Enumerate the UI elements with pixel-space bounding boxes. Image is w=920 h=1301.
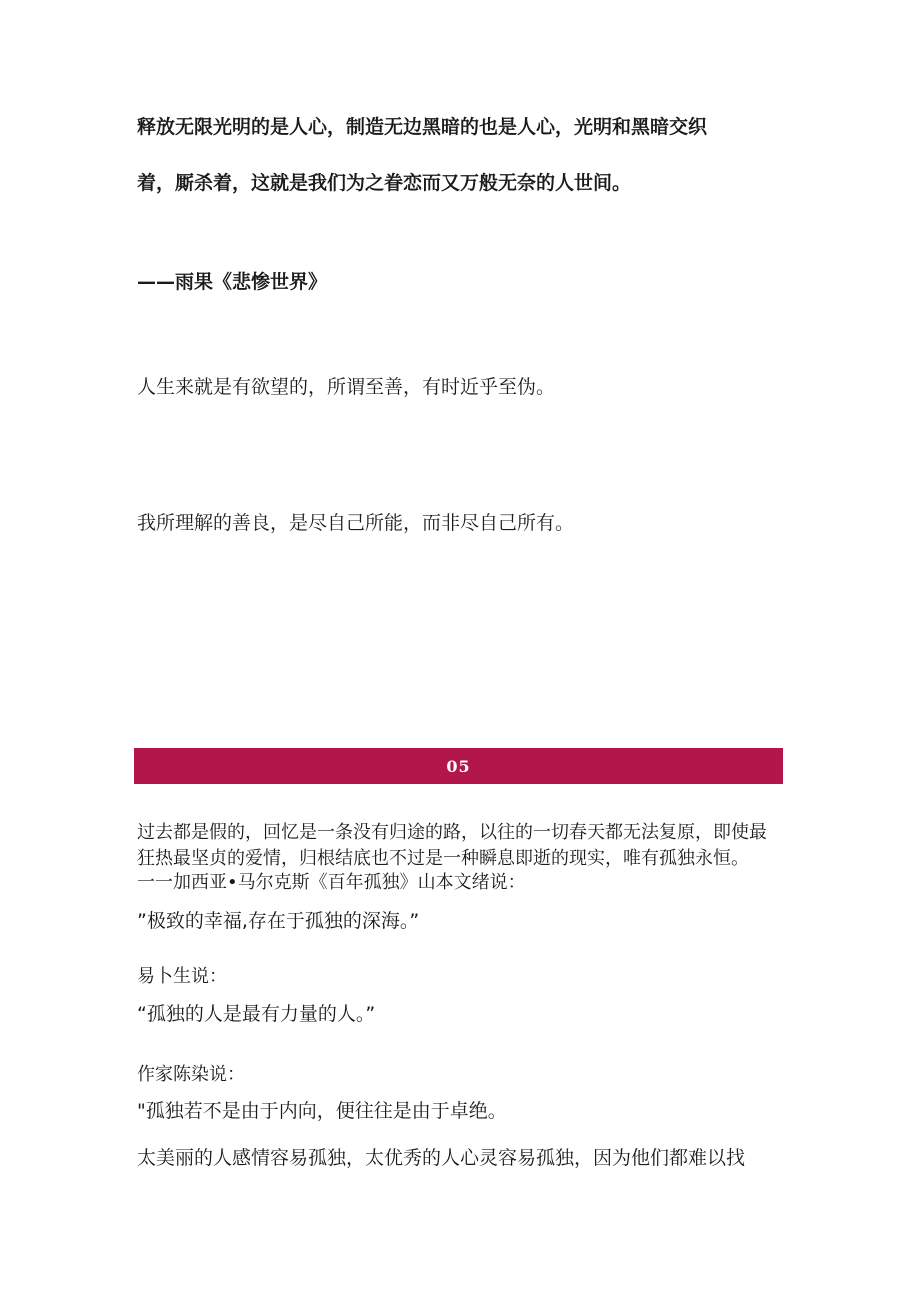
hugo-quote-attribution: ——雨果《悲惨世界》 bbox=[137, 271, 328, 293]
section-banner bbox=[134, 748, 783, 784]
section-number: 05 bbox=[446, 756, 471, 776]
hugo-quote-line-1: 释放无限光明的是人心，制造无边黑暗的也是人心，光明和黑暗交织 bbox=[137, 116, 708, 138]
ibsen-intro: 易卜生说： bbox=[137, 966, 227, 987]
solitude-line-1: 过去都是假的，回忆是一条没有归途的路，以往的一切春天都无法复原，即使最 bbox=[137, 822, 767, 843]
paragraph-kindness: 我所理解的善良，是尽自己所能，而非尽自己所有。 bbox=[137, 512, 575, 534]
quote-excellence: "孤独若不是由于内向，便往往是由于卓绝。 bbox=[137, 1100, 507, 1122]
hugo-quote-line-2: 着，厮杀着，这就是我们为之眷恋而又万般无奈的人世间。 bbox=[137, 172, 632, 194]
solitude-last-line: 太美丽的人感情容易孤独，太优秀的人心灵容易孤独，因为他们都难以找 bbox=[137, 1147, 746, 1169]
paragraph-desire: 人生来就是有欲望的，所谓至善，有时近乎至伪。 bbox=[137, 376, 556, 398]
solitude-line-3: 一一加西亚•马尔克斯《百年孤独》山本文绪说： bbox=[137, 872, 526, 893]
quote-strength: “孤独的人是最有力量的人。” bbox=[137, 1003, 376, 1025]
chen-intro: 作家陈染说： bbox=[137, 1064, 245, 1085]
quote-happiness: ”极致的幸福,存在于孤独的深海。” bbox=[137, 910, 420, 932]
solitude-line-2: 狂热最坚贞的爱情，归根结底也不过是一种瞬息即逝的现实，唯有孤独永恒。 bbox=[137, 848, 749, 869]
